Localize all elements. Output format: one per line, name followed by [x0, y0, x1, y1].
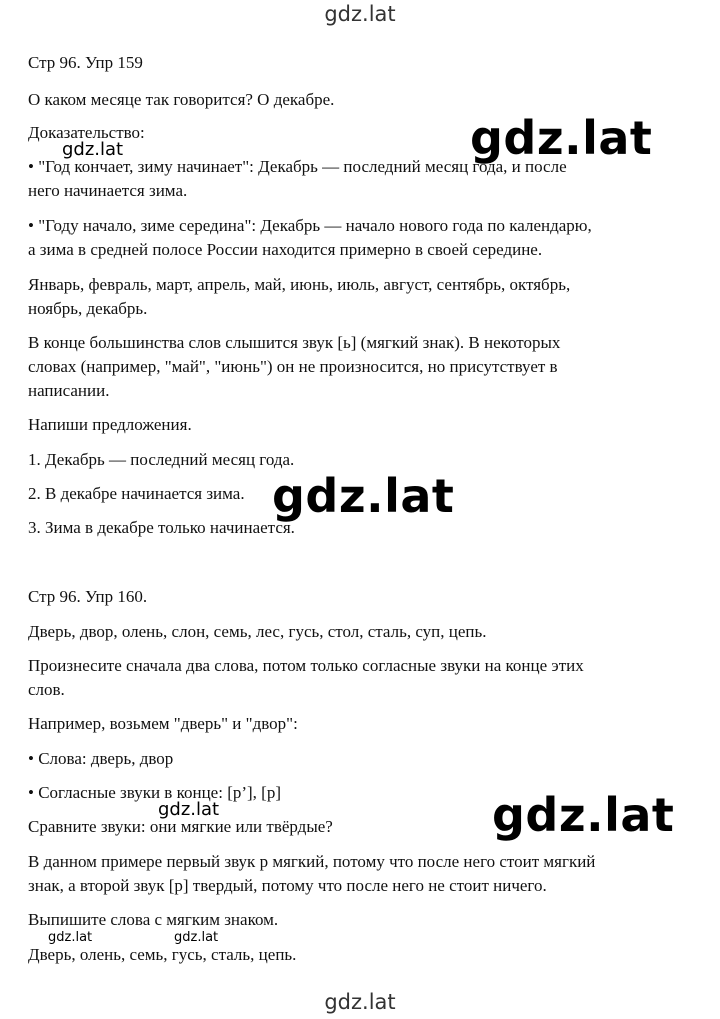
watermark-large-1: gdz.lat — [470, 111, 653, 165]
exercise-160-heading: Стр 96. Упр 160. — [28, 587, 148, 606]
answer-line-1: В данном примере первый звук р мягкий, потому что после него стоит мягкий — [28, 852, 596, 871]
soft-sign-words: Дверь, олень, семь, гусь, сталь, цепь. — [28, 945, 297, 964]
sound-line-2: словах (например, "май", "июнь") он не произносится, но присутствует в — [28, 357, 558, 376]
write-out-label: Выпишите слова с мягким знаком. — [28, 910, 279, 929]
compare-question: Сравните звуки: они мягкие или твёрдые? — [28, 817, 333, 836]
sentence-2: 2. В декабре начинается зима. — [28, 484, 245, 503]
answer-line-2: знак, а второй звук [р] твердый, потому что после него не стоит ничего. — [28, 876, 547, 895]
proof-label: Доказательство: — [28, 123, 145, 142]
footer-watermark: gdz.lat — [324, 990, 396, 1014]
bullet-sounds: • Согласные звуки в конце: [р’], [р] — [28, 783, 281, 802]
exercise-159-question: О каком месяце так говорится? О декабре. — [28, 90, 335, 109]
watermark-medium-2: gdz.lat — [158, 799, 220, 820]
instruction-line-2: слов. — [28, 680, 65, 699]
sentence-1: 1. Декабрь — последний месяц года. — [28, 450, 295, 469]
months-line-1: Январь, февраль, март, апрель, май, июнь, июль, август, сентябрь, октябрь, — [28, 275, 571, 294]
watermark-small-1: gdz.lat — [48, 930, 93, 945]
proof-bullet-1-line-2: него начинается зима. — [28, 181, 188, 200]
watermark-small-2: gdz.lat — [174, 930, 219, 945]
sound-line-1: В конце большинства слов слышится звук [ь] (мягкий знак). В некоторых — [28, 333, 561, 352]
sentence-3: 3. Зима в декабре только начинается. — [28, 518, 295, 537]
write-sentences-label: Напиши предложения. — [28, 415, 192, 434]
proof-bullet-2-line-2: а зима в средней полосе России находится примерно в своей середине. — [28, 240, 543, 259]
exercise-160-words: Дверь, двор, олень, слон, семь, лес, гусь, стол, сталь, суп, цепь. — [28, 622, 487, 641]
watermark-medium-1: gdz.lat — [62, 139, 124, 160]
watermark-large-3: gdz.lat — [492, 788, 675, 842]
header-watermark: gdz.lat — [324, 2, 396, 26]
instruction-line-1: Произнесите сначала два слова, потом только согласные звуки на конце этих — [28, 656, 584, 675]
example-intro: Например, возьмем "дверь" и "двор": — [28, 714, 298, 733]
months-line-2: ноябрь, декабрь. — [28, 299, 148, 318]
bullet-words: • Слова: дверь, двор — [28, 749, 174, 768]
sound-line-3: написании. — [28, 381, 110, 400]
exercise-159-heading: Стр 96. Упр 159 — [28, 53, 143, 72]
proof-bullet-1-line-1: • "Год кончает, зиму начинает": Декабрь — последний месяц года, и после — [28, 157, 567, 176]
proof-bullet-2-line-1: • "Году начало, зиме середина": Декабрь — начало нового года по календарю, — [28, 216, 592, 235]
watermark-large-2: gdz.lat — [272, 469, 455, 523]
